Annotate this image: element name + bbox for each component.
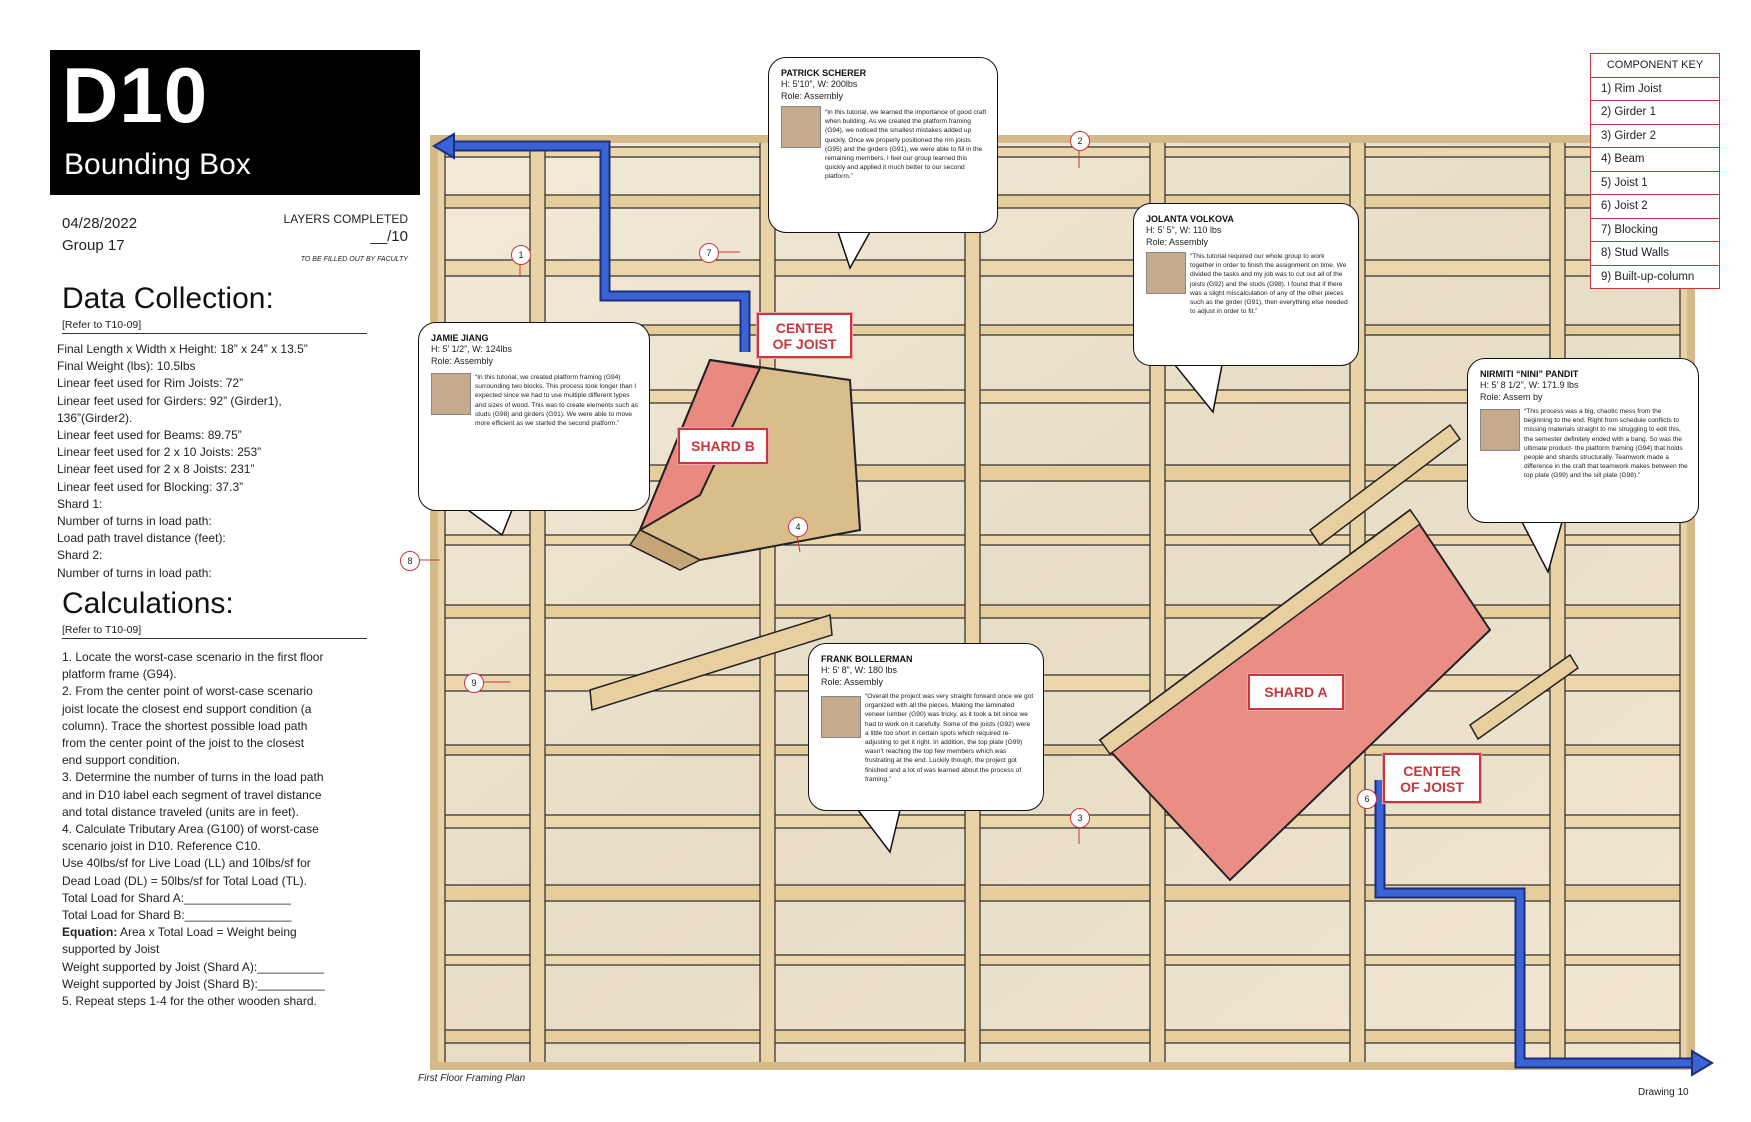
component-key-item: 8) Stud Walls [1591, 241, 1719, 265]
number-marker-2: 2 [1070, 131, 1090, 151]
component-key-item: 3) Girder 2 [1591, 124, 1719, 148]
calculation-line: Use 40lbs/sf for Live Load (LL) and 10lbs/sf for [62, 856, 311, 871]
component-key-item: 2) Girder 1 [1591, 100, 1719, 124]
member-stats: H: 5’ 8 1/2”, W: 171.9 lbs [1480, 380, 1579, 390]
number-marker-1: 1 [511, 245, 531, 265]
member-quote: “This tutorial required our whole group to work together in order to finish the assignment on time. We divided the tasks and my job was to cut out all of the joists (G92) and the studs (G98). I found that if there was a slight miscalculation of any of the other pieces such as the girder (G91), then everything else needed to adjust in order to fit.” [1190, 253, 1348, 316]
component-key-title: COMPONENT KEY [1606, 59, 1704, 71]
calculation-line: and total distance traveled (units are in feet). [62, 804, 299, 819]
calculation-line: joist locate the closest end support condition (a [62, 701, 312, 716]
data-collection-title: Data Collection: [62, 282, 274, 315]
drawing-number: Drawing 10 [1638, 1087, 1689, 1098]
data-collection-line: Linear feet used for 2 x 8 Joists: 231” [57, 462, 255, 477]
member-quote: “Overall the project was very straight forward once we got organized with all the pieces. Making the laminated veneer lumber (G90) was tricky, as it took a bit since we had to work on it carefully. Some of the joists (G92) were a little too short in certain spots which required re-adjusting to get it right. In addition, the top plate (G99) wasn’t reaching the top few members which was frustrating at the end. Luckily though, the project got finished and a lot of was learned about the process of framing.” [865, 693, 1034, 783]
layers-score: __/10 [370, 228, 408, 245]
shard-a-label: SHARD A [1248, 674, 1344, 710]
calculation-line: from the center point of the joist to the closest [62, 736, 305, 751]
center-of-joist-label-bottom: CENTER OF JOIST [1383, 753, 1481, 803]
data-collection-line: Linear feet used for Blocking: 37.3” [57, 479, 244, 494]
data-collection-line: Final Length x Width x Height: 18” x 24” x 13.5” [57, 342, 308, 356]
avatar [431, 373, 471, 415]
member-name: JAMIE JIANG [431, 333, 489, 343]
calculation-line: Weight supported by Joist (Shard B):__________ [62, 976, 325, 991]
number-marker-3: 3 [1070, 808, 1090, 828]
calculation-line: Total Load for Shard B:________________ [62, 908, 292, 923]
calculation-line: end support condition. [62, 753, 181, 768]
data-collection-line: Shard 2: [57, 548, 103, 563]
number-marker-4: 4 [788, 517, 808, 537]
data-collection-ref: [Refer to T10-09] [62, 319, 367, 334]
drawing-caption: First Floor Framing Plan [418, 1073, 526, 1084]
component-key-item: 1) Rim Joist [1591, 77, 1719, 101]
calculation-line: and in D10 label each segment of travel distance [62, 787, 322, 802]
date: 04/28/2022 [62, 215, 138, 232]
calculation-line: Total Load for Shard A:________________ [62, 890, 291, 905]
callout-jolanta [1133, 203, 1359, 366]
load-path-arrow-top [434, 134, 454, 158]
member-name: JOLANTA VOLKOVA [1146, 214, 1234, 224]
equation-label: Equation: [62, 925, 118, 940]
member-role: Role: Assem by [1480, 392, 1543, 402]
calculation-line: Dead Load (DL) = 50lbs/sf for Total Load (TL). [62, 873, 307, 888]
callout-jamie [418, 322, 650, 511]
member-role: Role: Assembly [781, 91, 844, 101]
member-role: Role: Assembly [821, 677, 884, 687]
callout-nirmiti [1467, 358, 1699, 523]
group-name: Group 17 [62, 237, 125, 254]
number-marker-6: 6 [1357, 789, 1377, 809]
member-stats: H: 5’ 1/2”, W: 124lbs [431, 344, 513, 354]
data-collection-line: 136”(Girder2). [57, 410, 133, 425]
member-role: Role: Assembly [1146, 237, 1209, 247]
member-stats: H: 5’ 8”, W: 180 lbs [821, 665, 898, 675]
calculation-line: platform frame (G94). [62, 667, 177, 682]
member-quote: “This process was a big, chaotic mess from the beginning to the end. Right from schedule conflicts to missing materials straight to me struggling to edit this, the semester definitely ended with a bang. So was the ultimate product- the platform framing (G94) that holds people and shards structurally. Teamwork made a difference in the craft that teamwork makes between the top plate (G99) and the sill plate (G98).” [1524, 408, 1688, 480]
number-marker-9: 9 [464, 673, 484, 693]
load-path-arrow-bottom [1692, 1051, 1712, 1075]
calculation-line: 5. Repeat steps 1-4 for the other wooden shard. [62, 994, 317, 1009]
drawing-title: Bounding Box [64, 148, 251, 181]
calculation-line: 1. Locate the worst-case scenario in the first floor [62, 650, 324, 664]
calculation-line: 4. Calculate Tributary Area (G100) of worst-case [62, 822, 319, 837]
calculation-line: Weight supported by Joist (Shard A):__________ [62, 959, 324, 974]
data-collection-line: Linear feet used for Rim Joists: 72” [57, 376, 244, 391]
calculation-line: supported by Joist [62, 942, 160, 957]
data-collection-line: Load path travel distance (feet): [57, 531, 226, 546]
data-collection-line: Shard 1: [57, 496, 103, 511]
calculation-line: 2. From the center point of worst-case scenario [62, 684, 313, 699]
calculation-line: scenario joist in D10. Reference C10. [62, 839, 261, 854]
avatar [1146, 252, 1186, 294]
member-name: PATRICK SCHERER [781, 68, 867, 78]
component-key-item: 9) Built-up-column [1591, 265, 1719, 289]
layers-note: TO BE FILLED OUT BY FACULTY [300, 256, 408, 263]
data-collection-line: Final Weight (lbs): 10.5lbs [57, 359, 196, 374]
avatar [821, 696, 861, 738]
calculation-line: 3. Determine the number of turns in the load path [62, 770, 324, 785]
number-marker-8: 8 [400, 551, 420, 571]
data-collection-line: Linear feet used for Girders: 92” (Girder1), [57, 393, 282, 408]
callout-frank [808, 643, 1044, 811]
callout-patrick [768, 57, 998, 233]
equation-text: Area x Total Load = Weight being [117, 925, 297, 940]
layers-completed-label: LAYERS COMPLETED [283, 212, 408, 226]
number-marker-7: 7 [699, 243, 719, 263]
member-name: FRANK BOLLERMAN [821, 654, 913, 664]
component-key-item: 5) Joist 1 [1591, 171, 1719, 195]
component-key-item: 4) Beam [1591, 147, 1719, 171]
avatar [1480, 409, 1520, 451]
avatar [781, 106, 821, 148]
data-collection-line: Number of turns in load path: [57, 514, 212, 529]
component-key-item: 6) Joist 2 [1591, 194, 1719, 218]
component-key-item: 7) Blocking [1591, 218, 1719, 242]
calculations-title: Calculations: [62, 587, 234, 620]
member-name: NIRMITI “NINI” PANDIT [1480, 369, 1579, 379]
shard-b-label: SHARD B [678, 428, 768, 464]
member-quote: “In this tutorial, we created platform framing (G94) surrounding two blocks. This process took longer than I expected since we had to use multiple different types and sizes of wood. This was to create elements such as studs (G98) and girders (G91). We were able to move more efficient as we started the second platform.” [475, 374, 638, 428]
member-role: Role: Assembly [431, 356, 494, 366]
component-key [1590, 53, 1720, 289]
data-collection-line: Linear feet used for 2 x 10 Joists: 253” [57, 445, 262, 460]
center-of-joist-label-top: CENTER OF JOIST [757, 313, 852, 358]
calculation-line: column). Trace the shortest possible load path [62, 718, 308, 733]
data-collection-line: Number of turns in load path: [57, 565, 212, 580]
member-stats: H: 5’ 5”, W: 110 lbs [1146, 225, 1222, 235]
member-quote: “In this tutorial, we learned the importance of good craft when building. As we created the platform framing (G94), we noticed the smallest mistakes added up quickly. Once we properly positioned the rim joists (G95) and the girders (G91), we were able to fill in the remaining members. I feel our group learned this quickly and applied it much better to our second platform.” [825, 109, 987, 181]
data-collection-line: Linear feet used for Beams: 89.75” [57, 428, 242, 443]
member-stats: H: 5’10”, W: 200lbs [781, 79, 858, 89]
drawing-code: D10 [62, 51, 209, 139]
calculations-ref: [Refer to T10-09] [62, 624, 367, 639]
